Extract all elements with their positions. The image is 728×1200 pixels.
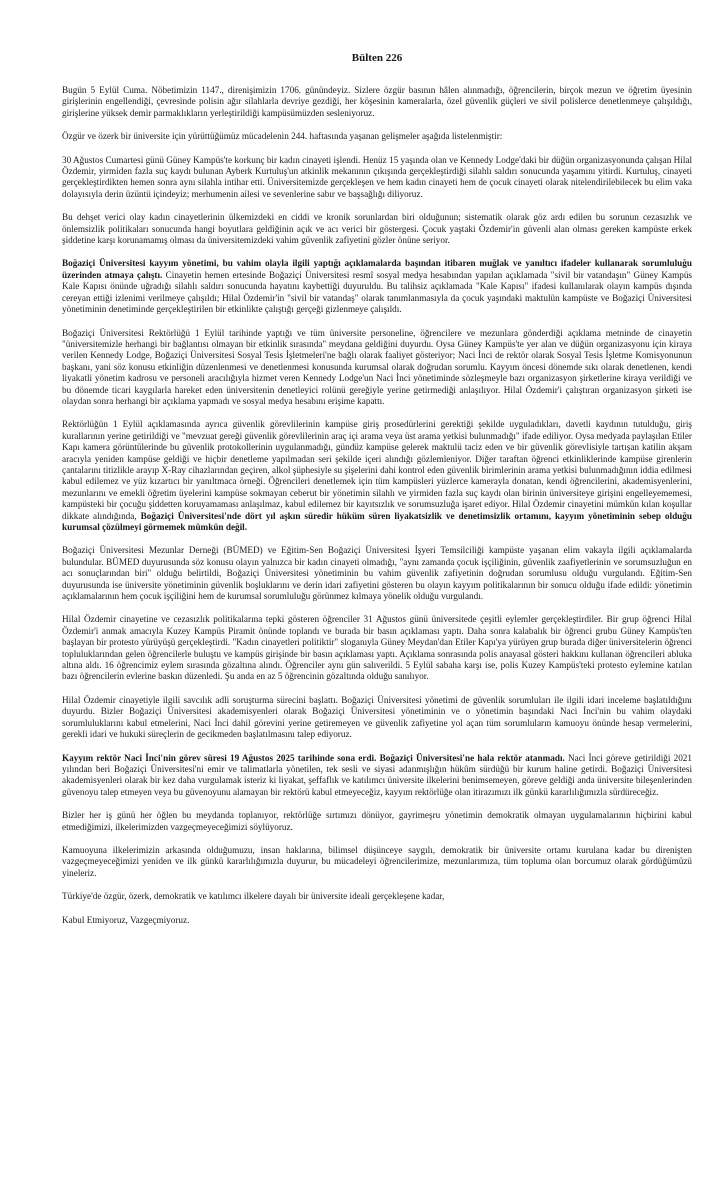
paragraph-intro: Bugün 5 Eylül Cuma. Nöbetimizin 1147., direnişimizin 1706. günündeyiz. Sizlere özgür basının hâlen alınmadığı, öğrencilerin, birçok mezun ve öğretim üyesinin girişlerinin engellendiği, çevresinde polisin ağır silahlarla devriye gezdiği, her köşesinin kameralarla, özel güvenlik güçleri ve sivil polislerce denetlenmeye çalışıldığı, girişlerine yüksek demir parmaklıkların yerleştirildiği kampüsümüzden sesleniyoruz.: [62, 85, 692, 118]
paragraph-rector-term: Kayyım rektör Naci İnci'nin görev süresi 19 Ağustos 2025 tarihinde sona erdi. Boğaziçi Üniversitesi'ne hala rektör atanmadı. Naci İnci göreve getirildiği 2021 yılından beri Boğaziçi Üniversitesi'ni emir ve talimatlarla yönetilen, tek sesli ve siyasi adanmışlığın hükûm sürdüğü bir kurum haline getirdi. Boğaziçi Üniversitesi akademisyenleri olarak bir kez daha vurgulamak isteriz ki liyakat, şeffaflık ve katılımcı üniversite ilkelerini benimsemeyen, göreve geldiği anda üniversite bileşenlerinden güvenoyu talep etmeyen veya bu güvenoyunu alamayan bir rektörü kabul etmeyeceğiz, kayyım rektörlüğe olan itirazımızı ilk günkü kararlılığımızla sürdüreceğiz.: [62, 752, 692, 797]
paragraph-public-declaration: Kamuoyuna ilkelerimizin arkasında olduğumuzu, insan haklarına, bilimsel düşünceye saygılı, demokratik bir üniversite ortamı kurulana kadar bu direnişten vazgeçmeyeceğimizi yeniden ve ilk günkü kararlılığımızla duyurur, bu mücadeleyi öğrencilerimize, mezunlarımıza, tüm topluma olan borcumuz olarak gördüğümüzü yineleriz.: [62, 844, 692, 878]
bulletin-title: Bülten 226: [351, 52, 403, 64]
paragraph-slogan: Kabul Etmiyoruz, Vazgeçmiyoruz.: [62, 914, 190, 925]
paragraph-daily-protest: Bizler her iş günü her öğlen bu meydanda toplanıyor, rektörlüğe sırtımızı dönüyor, gayrimeşru yönetimin demokratik olmayan uygulamalarının hiçbirini kabul etmediğimizi, ilkelerimizden vazgeçmeyeceğimizi söylüyoruz.: [62, 810, 692, 832]
paragraph-ideal: Türkiye'de özgür, özerk, demokratik ve katılımcı ilkelere dayalı bir üniversite ideali gerçekleşene kadar,: [62, 891, 445, 902]
paragraph-investigation: Hilal Özdemir cinayetiyle ilgili savcılık adli soruşturma sürecini başlattı. Boğaziçi Üniversitesi yönetimi de güvenlik sorumluları ile ilgili idari inceleme başlatıldığını duyurdu. Bizler Boğaziçi Üniversitesi akademisyenleri olarak Boğaziçi Üniversitesi yönetiminin ve o yönetimin başındaki Naci İnci'nin bu vahim olaydaki sorumluluklarını kabul etmelerini, Naci İnci dahil görevini yerine getiremeyen ve güvenlik zafiyetine yol açan tüm sorumluların kamuoyu önünde hesap vermelerini, gerekli idari ve hukuki süreçlerin de gecikmeden başlatılmasını talep ediyoruz.: [62, 694, 692, 740]
paragraph-week-summary: Özgür ve özerk bir üniversite için yürüttüğümüz mücadelenin 244. haftasında yaşanan gelişmeler aşağıda listelenmiştir:: [62, 131, 503, 142]
paragraph-rectorate-statement: Boğaziçi Üniversitesi Rektörlüğü 1 Eylül tarihinde yaptığı ve tüm üniversite personeline, öğrencilere ve mezunlara gönderdiği açıklama metninde de cinayetin "üniversitemizle herhangi bir bağlantısı olmayan bir etkinlik sırasında" meydana geldiğini duyurdu. Oysa Güney Kampüs'te yer alan ve düğün organizasyonu için kiraya verilen Kennedy Lodge, Boğaziçi Üniversitesi Sosyal Tesis İşletmeleri'ne bağlı olarak faaliyet gösteriyor; Naci İnci de rektör olarak Sosyal Tesis İşletme Komisyonunun başkanı, yani söz konusu etkinliğin düzenlenmesi ve denetlenmesi konusunda kurumsal olarak doğrudan sorumlu. Kayyım öncesi dönemde sıkı olarak denetlenen, kendi liyakatli yönetim kadrosu ve personeli aracılığıyla hizmet veren Kennedy Lodge'un Naci İnci yönetiminde sözleşmeyle bazı organizasyon şirketlerine kiraya verildiği ve bu dönemde ticari kaygılarla hareket eden üniversitenin denetleyici rolünü gereğiyle yerine getirmediği anlaşılıyor. Hilal Özdemir'i çalıştıran organizasyon şirketi ise olaydan sonra herhangi bir açıklama yapmadı ve sosyal medya hesabını erişime kapattı.: [62, 327, 692, 406]
bold-statement: Boğaziçi Üniversitesi kayyım yönetimi, bu vahim olayla ilgili yaptığı açıklamalarda başından itibaren muğlak ve yanıltıcı ifadeler kullanarak sorumluluğu üzerinden atmaya çalıştı.: [62, 258, 692, 280]
bold-statement: Kayyım rektör Naci İnci'nin görev süresi 19 Ağustos 2025 tarihinde sona erdi. Boğaziçi Üniversitesi'ne hala rektör atanmadı.: [62, 752, 565, 763]
paragraph-security-failures: Rektörlüğün 1 Eylül açıklamasında ayrıca güvenlik görevlilerinin kampüse giriş prosedürlerini gerektiği şekilde uyguladıkları, davetli kaydının tutulduğu, giriş kurallarının yerine getirildiği ve "mevzuat gereği güvenlik görevlilerinin araç içi arama veya üst arama yetkisi bulunmadığı" ifade ediliyor. Oysa medyada paylaşılan Etiler Kapı kamera görüntülerinde bu güvenlik protokollerinin uygulanmadığı, gündüz kampüse gelerek maktulü taciz eden ve bir güvenlik görevlisiyle tartışan katilin akşam aracıyla yeniden kampüse geldiği ve hiçbir denetleme yapılmadan seri şekilde içeri alındığı gözlemleniyor. Diğer taraftan öğrenci etkinliklerinde kampüse girenlerin çantalarını titizlikle arayıp X-Ray cihazlarından geçiren, alkol şüphesiyle su şişelerini dahi kontrol eden güvenlik birimlerinin arama yetkisi bulunmadığının iddia edilmesi kabul edilemez ve yüz kızartıcı bir yanıltmaca örneği. Öğrencileri denetlemek için tüm kampüsleri yüzlerce kamerayla donatan, kendi öğrencilerini, akademisyenlerini, mezunlarını ve emekli öğretim üyelerini kampüse sokmayan ceberut bir yönetimin silahlı ve yirmiden fazla suç kaydı olan birinin üniversiteye girişini engelleyememesi, kampüsteki bir çocuğu şiddetten koruyamaması anlaşılmaz, kabul edilemez bir kayıtsızlık ve sorumsuzluğa işaret ediyor. Hilal Özdemir cinayetini mümkün kılan koşullar dikkate alındığında, Boğaziçi Üniversitesi'nde dört yıl aşkın süredir hüküm süren liyakatsizlik ve denetimsizlik ortamını, kayyım yönetiminin sebep olduğu kurumsal çözülmeyi görmemek mümkün değil.: [62, 419, 692, 532]
bold-statement: Boğaziçi Üniversitesi'nde dört yıl aşkın süredir hüküm süren liyakatsizlik ve denetimsizlik ortamını, kayyım yönetiminin sebep olduğu kurumsal çözülmeyi görmemek mümkün değil.: [62, 510, 692, 532]
paragraph-femicide-problem: Bu dehşet verici olay kadın cinayetlerinin ülkemizdeki en ciddi ve kronik sorunlardan biri olduğunun; sistematik olarak göz ardı edilen bu sorunun cezasızlık ve önlemsizlik politikaları sonucunda hangi boyutlara geldiğinin açık ve acı verici bir göstergesi. Çocuk yaştaki Özdemir'in güvenli alan olması gereken kampüste erkek şiddetine karşı korunamamış olması da üniversitemizdeki vahim güvenlik zafiyetini gözler önüne seriyor.: [62, 212, 692, 246]
paragraph-bumed-egitimsen: Boğaziçi Üniversitesi Mezunlar Derneği (BÜMED) ve Eğitim-Sen Boğaziçi Üniversitesi İşyeri Temsilciliği kampüste yaşanan elim vakayla ilgili açıklamalarda bulundular. BÜMED duyurusunda söz konusu olayın yalnızca bir kadın cinayeti olmadığı, "aynı zamanda çocuk işçiliğinin, güvenlik zaafiyetlerinin ve sorumsuzluğun en acı sonuçlarından biri" olduğu belirtildi, Boğaziçi Üniversitesi yönetiminin bu vahim güvenlik zafiyetinin doğrudan sorumlusu olduğu vurgulandı. Eğitim-Sen duyurusunda ise üniversite yönetiminin güvenlik boşluklarını ve derin idari zafiyetini gösteren bu olayın kayyım politikalarının bir sonucu olduğu ifade edildi: yönetimin açıklamalarının hem çocuk işçiliğini hem de kurumsal sorumluluğu görünmez kılmaya yönelik olduğu vurgulandı.: [62, 545, 692, 602]
bulletin-body: [62, 85, 692, 926]
paragraph-student-protests: Hilal Özdemir cinayetine ve cezasızlık politikalarına tepki gösteren öğrenciler 31 Ağustos günü üniversitede çeşitli eylemler gerçekleştirdiler. Bir grup öğrenci Hilal Özdemir'i anmak amacıyla Kuzey Kampüs Piramit önünde toplandı ve burada bir basın açıklaması yaptı. Daha sonra kalabalık bir öğrenci grubu Güney Kampüs'ten başlayan bir protesto yürüyüşü gerçekleştirdi. "Kadın cinayetleri politiktir" sloganıyla Güney Meydan'dan Etiler Kapı'ya yürüyen grup burada diğer üniversitelerin öğrenci topluluklarından gelen öğrencilerle buluştu ve kampüs girişinde bir basın açıklaması yaptı. Açıklama sonrasında polis anayasal gösteri hakkını kullanan öğrencileri abluka altına aldı. 16 öğrencimiz eylem sırasında gözaltına alındı. Öğrenciler aynı gün salıverildi. 5 Eylül sabaha karşı ise, polis Kuzey Kampüs'teki protesto eylemine katılan bazı öğrencilerin evlerine baskın düzenledi. Şu anda en az 5 öğrencinin gözaltında olduğu sanılıyor.: [62, 614, 692, 682]
paragraph-administration-statement: Boğaziçi Üniversitesi kayyım yönetimi, bu vahim olayla ilgili yaptığı açıklamalarda başından itibaren muğlak ve yanıltıcı ifadeler kullanarak sorumluluğu üzerinden atmaya çalıştı. Cinayetin hemen ertesinde Boğaziçi Üniversitesi resmî sosyal medya hesabından yapılan açıklamada "sivil bir vatandaşın" Güney Kampüs Kale Kapısı önünde uğradığı silahlı saldırı sonucunda hayatını kaybettiği duyuruldu. Bu talihsiz açıklamada "Kale Kapısı" ifadesi kullanılarak olayın kampüs dışında cereyan ettiği izlenimi verilmeye çalışıldı; Hilal Özdemir'in "sivil bir vatandaş" olarak tanımlanmasıyla da çocuk yaşındaki maktulün kampüste ve Boğaziçi Üniversitesi yönetiminin denetiminde gerçekleştirilen bir etkinlikte çalıştığı gerçeği gizlenmeye çalışıldı.: [62, 258, 692, 315]
paragraph-murder-report: 30 Ağustos Cumartesi günü Güney Kampüs'te korkunç bir kadın cinayeti işlendi. Henüz 15 yaşında olan ve Kennedy Lodge'daki bir düğün organizasyonunda çalışan Hilal Özdemir, yirmiden fazla suç kaydı bulunan Ayberk Kurtuluş'un atkinlik mekanının çıkışında gerçekleştirdiği silahlı saldırı sonucunda yaşamını yitirdi. Kurtuluş, cinayeti gerçekleştirdikten hemen sonra aynı silahla intihar etti. Üniversitemizde gerçekleşen ve hem kadın cinayeti hem de çocuk cinayeti olarak nitelendirilebilecek bu elim vaka dolayısıyla derin üzüntü içindeyiz; merhumenin ailesi ve sevenlerine sabır ve başsağlığı diliyoruz.: [62, 154, 692, 199]
